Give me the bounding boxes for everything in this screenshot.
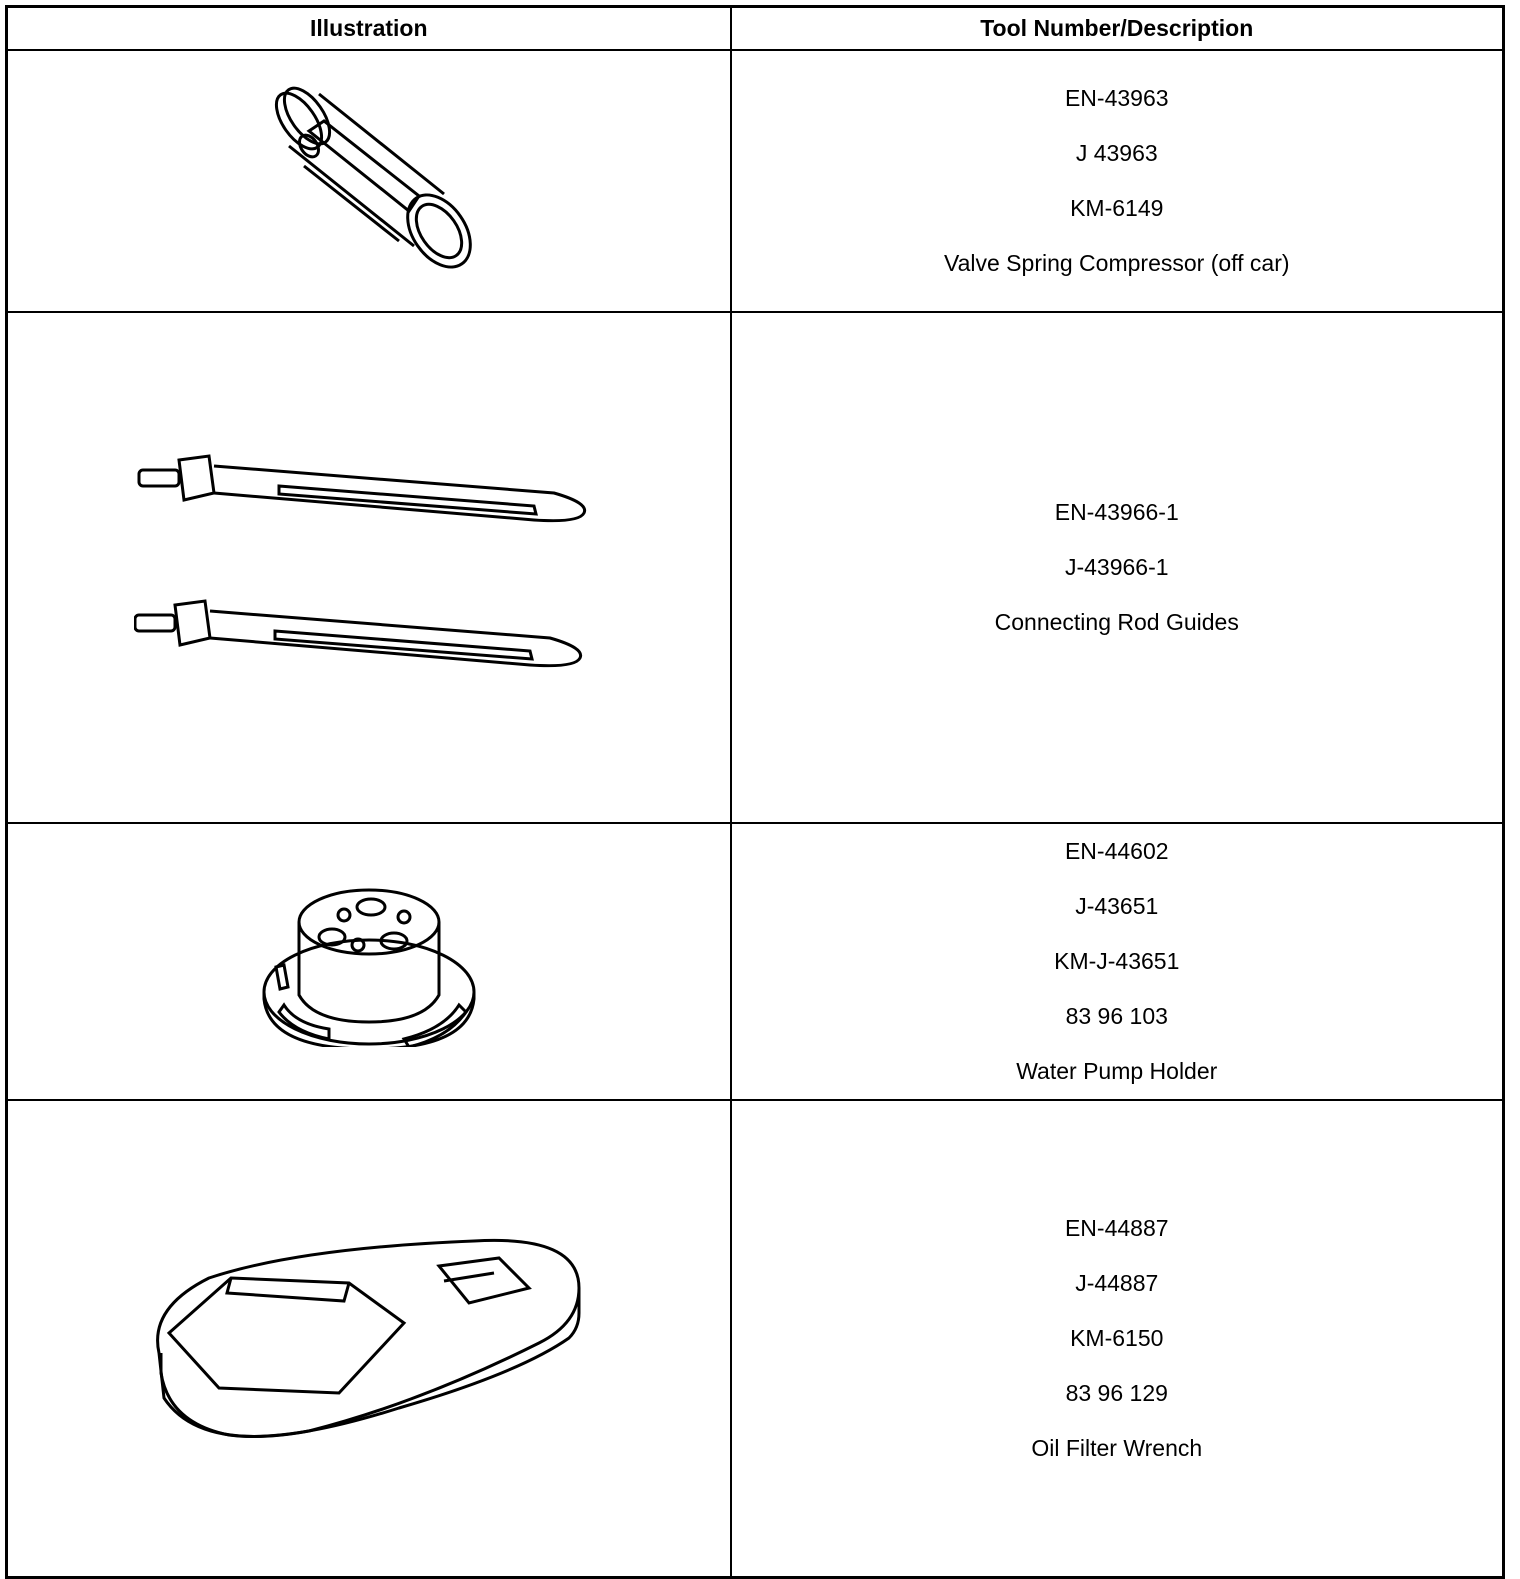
description-cell — [731, 1100, 1504, 1577]
tool-number: EN-43966-1 — [1054, 499, 1179, 525]
description-cell — [731, 50, 1504, 312]
tool-number: EN-44602 — [1064, 838, 1169, 864]
tool-number: J-43966-1 — [1064, 554, 1169, 580]
table-row — [7, 50, 1504, 312]
header-row — [7, 7, 1504, 51]
tool-number: 83 96 129 — [1065, 1379, 1168, 1406]
description-cell — [731, 312, 1504, 823]
header-illustration: Illustration — [7, 7, 731, 51]
table-row — [7, 1100, 1504, 1577]
table-row — [7, 312, 1504, 823]
tool-description: Connecting Rod Guides — [994, 609, 1239, 635]
valve-spring-compressor-icon — [249, 66, 489, 296]
special-tools-table — [5, 5, 1505, 1579]
header-tool-number-description: Tool Number/Description — [731, 7, 1504, 51]
tool-number: KM-6149 — [1070, 195, 1164, 221]
water-pump-holder-icon — [254, 877, 484, 1047]
tool-number: 83 96 103 — [1065, 1003, 1168, 1029]
tool-number: J-43651 — [1075, 893, 1159, 919]
tool-number: EN-44887 — [1064, 1214, 1169, 1241]
illustration-cell — [7, 1100, 731, 1577]
connecting-rod-guides-icon — [134, 448, 604, 688]
tool-description: Valve Spring Compressor (off car) — [943, 250, 1290, 276]
illustration-cell — [7, 50, 731, 312]
oil-filter-wrench-icon — [139, 1223, 599, 1453]
tool-description: Water Pump Holder — [1016, 1058, 1218, 1084]
illustration-cell — [7, 823, 731, 1100]
tool-number: KM-6150 — [1070, 1324, 1164, 1351]
description-cell — [731, 823, 1504, 1100]
tool-description: Oil Filter Wrench — [1031, 1434, 1203, 1461]
illustration-cell — [7, 312, 731, 823]
tool-number: J 43963 — [1075, 140, 1158, 166]
tool-number: KM-J-43651 — [1054, 948, 1180, 974]
table-row — [7, 823, 1504, 1100]
tool-number: J-44887 — [1075, 1269, 1159, 1296]
tool-number: EN-43963 — [1064, 85, 1169, 111]
